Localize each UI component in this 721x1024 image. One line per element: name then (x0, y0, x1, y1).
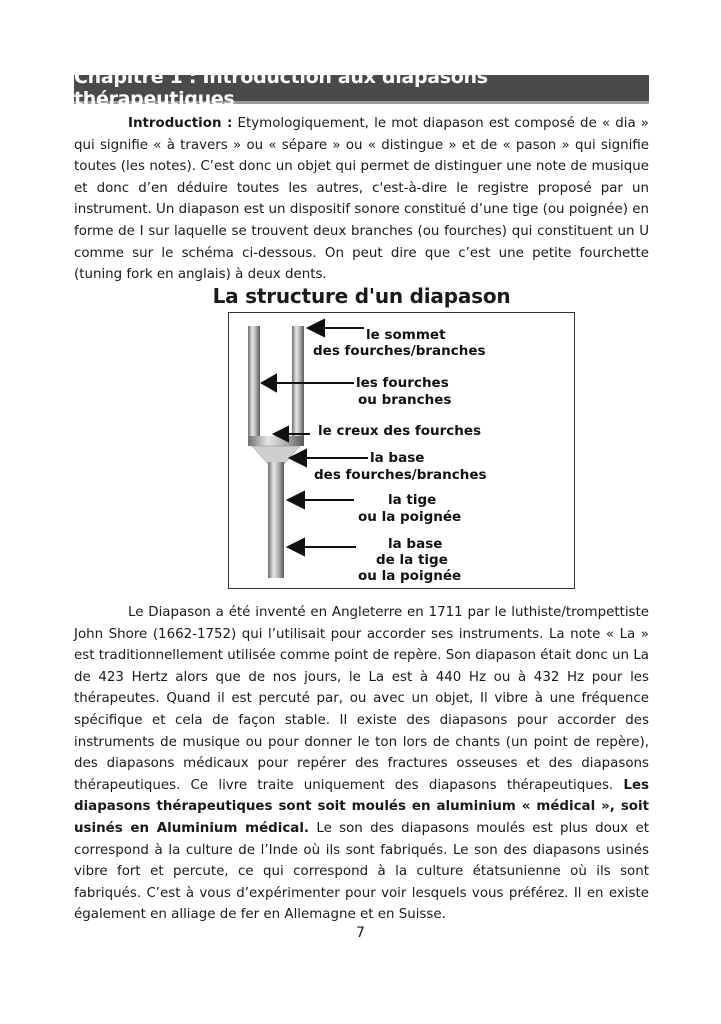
label-sommet: le sommet (366, 327, 446, 343)
intro-paragraph (74, 113, 649, 286)
label-creux: le creux des fourches (318, 423, 482, 439)
label-fourches: les fourches (356, 375, 449, 391)
history-paragraph (74, 602, 649, 926)
history-text-2: Le son des diapasons moulés est plus doux et correspond à la culture de l’Inde où ils sont fabriqués. Le son des diapasons usinés vibre fort et percute, ce qui correspond à la culture étatsunienne où ils sont fabriqués. C’est à vous d’expérimenter pour voir lesquels vous préférez. Il en existe également en alliage de fer en Allemagne et en Suisse. (74, 820, 649, 923)
label-sommet-2: des fourches/branches (313, 343, 486, 359)
page-number: 7 (356, 925, 365, 941)
label-tige-2: ou la poignée (358, 509, 462, 525)
stem-shape (268, 462, 284, 578)
left-prong-shape (248, 326, 260, 438)
label-base-fourches-2: des fourches/branches (314, 467, 487, 483)
label-tige: la tige (388, 492, 437, 508)
label-base-tige-3: ou la poignée (358, 568, 462, 584)
figure-title: La structure d'un diapason (212, 284, 511, 308)
history-bold: Les diapasons thérapeutiques sont soit moulés en aluminium « médical », soit usinés en Aluminium médical. (74, 777, 649, 836)
tuning-fork-svg (228, 312, 575, 589)
intro-lead: Introduction : (128, 116, 233, 131)
label-fourches-2: ou branches (358, 392, 452, 408)
history-text-1: Le Diapason a été inventé en Angleterre en 1711 par le luthiste/trompettiste John Shore (1662-1752) qui l’utilisait pour accorder ses instruments. La note « La » est traditionnellement utilisée comme point de repère. Son diapason était donc un La de 423 Hertz alors que de nos jours, le La est à 440 Hz ou à 432 Hz pour les thérapeutes. Quand il est percuté par, ou avec un objet, Il vibre à une fréquence spécifique et cela de façon stable. Il existe des diapasons pour accorder des instruments de musique ou pour donner le ton lors de chants (un point de repère), des diapasons médicaux pour repérer des fractures osseuses et des diapasons thérapeutiques. Ce livre traite uniquement des diapasons thérapeutiques. (74, 605, 649, 793)
label-base-tige-2: de la tige (376, 552, 448, 568)
label-base-tige: la base (388, 536, 443, 552)
chapter-title: Chapitre 1 : Introduction aux diapasons thérapeutiques (74, 66, 488, 110)
fork-base-shape (248, 436, 304, 446)
label-base-fourches: la base (370, 450, 425, 466)
chapter-banner (74, 66, 649, 110)
tuning-fork-diagram (228, 312, 575, 589)
intro-text: Etymologiquement, le mot diapason est composé de « dia » qui signifie « à travers » ou « sépare » ou « distingue » et de « pason » qui signifie toutes (les notes). C’est donc un objet qui permet de distinguer une note de musique et donc d’en déduire toutes les autres, c'est-à-dire le registre proposé par un instrument. Un diapason est un dispositif sonore constitué d’une tige (ou poignée) en forme de I sur laquelle se trouvent deux branches (ou fourches) qui constituent un U comme sur le schéma ci-dessous. On peut dire que c’est une petite fourchette (tuning fork en anglais) à deux dents. (74, 116, 649, 283)
